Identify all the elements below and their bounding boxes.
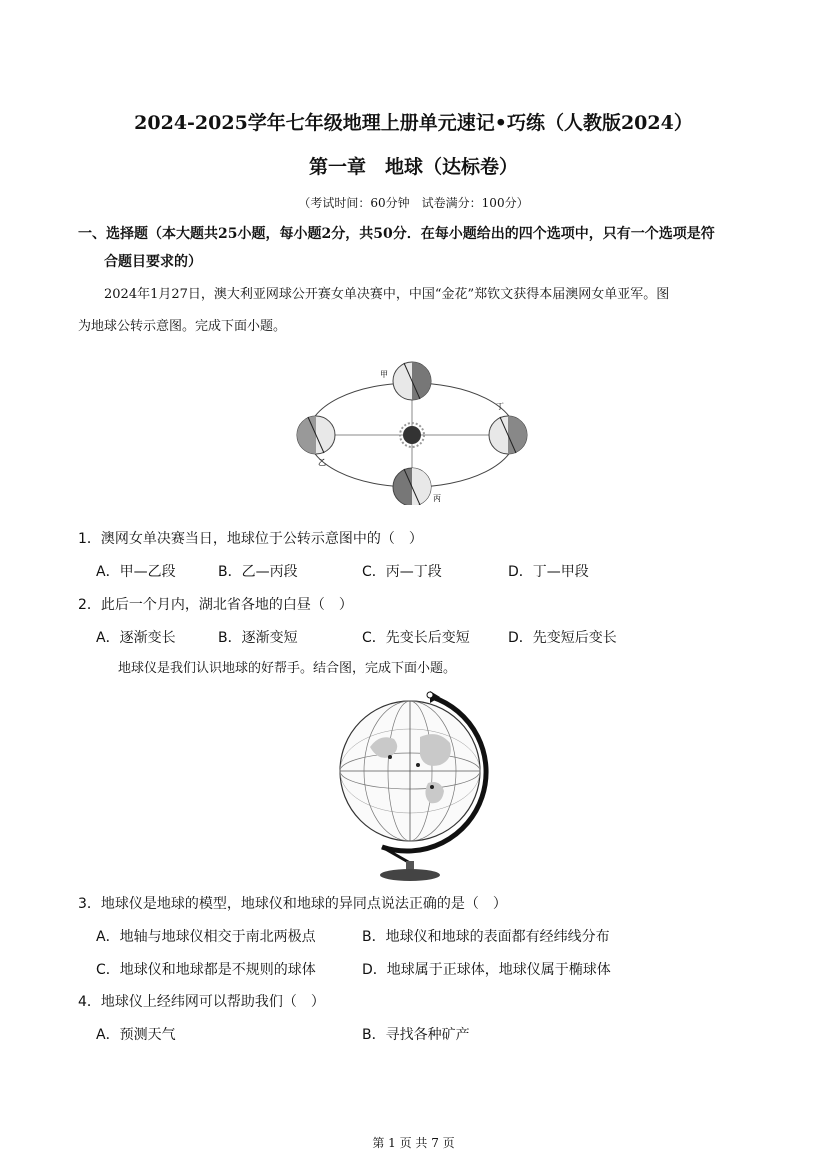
question-3-option-a[interactable]: A．地轴与地球仪相交于南北两极点 [96,929,316,945]
question-2-option-b[interactable]: B．逐渐变短 [218,630,298,646]
passage-globe: 地球仪是我们认识地球的好帮手。结合图，完成下面小题。 [118,661,457,676]
section-heading-line2: 合题目要求的） [104,254,202,270]
orbit-label-bing: 丙 [433,494,441,503]
earth-revolution-diagram [288,355,538,505]
chapter-subtitle: 第一章 地球（达标卷） [308,156,518,178]
passage-orbit [78,279,758,343]
question-1-option-d[interactable]: D．丁—甲段 [508,564,589,580]
earth-position-bottom-icon [393,468,431,505]
document-title: 2024-2025学年七年级地理上册单元速记•巧练（人教版2024） [134,112,693,134]
orbit-label-ding: 丁 [496,402,504,411]
question-2-option-c[interactable]: C．先变长后变短 [362,630,470,646]
question-4-option-a[interactable]: A．预测天气 [96,1027,176,1043]
passage-orbit-line2: 为地球公转示意图。完成下面小题。 [78,319,287,334]
section-heading [78,220,758,276]
globe-diagram [330,687,496,883]
earth-position-top-icon [393,362,431,400]
question-4-stem: 4．地球仪上经纬网可以帮助我们（ ） [78,994,325,1010]
exam-info: （考试时间：60分钟 试卷满分：100分） [298,196,529,210]
question-3-option-d[interactable]: D．地球属于正球体，地球仪属于椭球体 [362,962,611,978]
earth-position-left-icon [297,416,335,454]
question-3-stem: 3．地球仪是地球的模型，地球仪和地球的异同点说法正确的是（ ） [78,896,507,912]
question-4-option-b[interactable]: B．寻找各种矿产 [362,1027,470,1043]
earth-position-right-icon [489,416,527,454]
question-1-stem: 1．澳网女单决赛当日，地球位于公转示意图中的（ ） [78,531,423,547]
page-footer: 第 1 页 共 7 页 [372,1136,455,1150]
sun-icon [400,423,424,447]
question-2-stem: 2．此后一个月内，湖北省各地的白昼（ ） [78,597,353,613]
question-2-option-d[interactable]: D．先变短后变长 [508,630,617,646]
question-2-option-a[interactable]: A．逐渐变长 [96,630,176,646]
orbit-label-jia: 甲 [380,370,388,379]
section-heading-line1: 一、选择题（本大题共25小题，每小题2分，共50分．在每小题给出的四个选项中，只有一个选项是符 [78,226,715,242]
orbit-label-yi: 乙 [318,458,326,467]
passage-orbit-line1: 2024年1月27日，澳大利亚网球公开赛女单决赛中，中国“金花”郑钦文获得本届澳网女单亚军。图 [104,287,670,302]
question-1-option-c[interactable]: C．丙—丁段 [362,564,442,580]
question-1-option-b[interactable]: B．乙—丙段 [218,564,298,580]
question-1-option-a[interactable]: A．甲—乙段 [96,564,176,580]
question-3-option-c[interactable]: C．地球仪和地球都是不规则的球体 [96,962,316,978]
question-3-option-b[interactable]: B．地球仪和地球的表面都有经纬线分布 [362,929,610,945]
globe-icon [340,701,480,841]
